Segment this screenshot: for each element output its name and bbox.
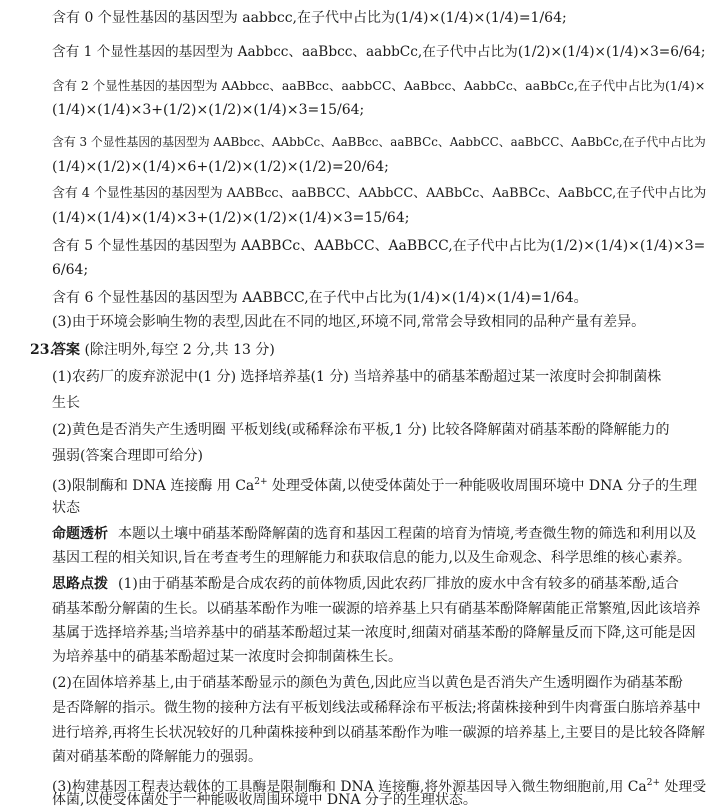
ca-charge: 2+: [254, 477, 268, 487]
hint-line-4: 为培养基中的硝基苯酚超过某一浓度时会抑制菌株生长。: [52, 649, 402, 665]
hint-3-line-2: 体菌,以使受体菌处于一种能吸收周围环境中 DNA 分子的生理状态。: [52, 792, 477, 808]
answer-3-post: 处理受体菌,以使受体菌处于一种能吸收周围环境中 DNA 分子的生理: [267, 478, 697, 494]
hint-2-line-3: 进行培养,再将生长状况较好的几种菌株接种到以硝基苯酚作为唯一碳源的培养基上,主要目的是比较各降解: [52, 725, 705, 741]
environment-note: (3)由于环境会影响生物的表型,因此在不同的地区,环境不同,常常会导致相同的品种产量有差异。: [52, 314, 646, 330]
analysis-label: 命题透析: [52, 526, 108, 542]
hint-line-2: 硝基苯酚分解菌的生长。以硝基苯酚作为唯一碳源的培养基上只有硝基苯酚降解菌能正常繁殖,因此该培养: [52, 601, 701, 617]
genotype-line-2-cont: (1/4)×(1/4)×3+(1/2)×(1/2)×(1/4)×3=15/64;: [52, 102, 365, 118]
hint-ca-charge: 2+: [646, 778, 660, 788]
hint-line-3: 基属于选择培养基;当培养基中的硝基苯酚超过某一浓度时,细菌对硝基苯酚的降解量反而下降,这可能是因: [52, 625, 696, 641]
genotype-line-4-cont: (1/4)×(1/4)×(1/4)×3+(1/2)×(1/2)×(1/4)×3=15/64;: [52, 210, 410, 226]
genotype-line-4: 含有 4 个显性基因的基因型为 AABBcc、aaBBCC、AAbbCC、AABbCc、AaBBCc、AaBbCC,在子代中占比为: [52, 186, 707, 201]
answer-note: (除注明外,每空 2 分,共 13 分): [84, 342, 275, 358]
hint-2-line-1: (2)在固体培养基上,由于硝基苯酚显示的颜色为黄色,因此应当以黄色是否消失产生透明圈作为硝基苯酚: [52, 675, 683, 691]
genotype-line-2: 含有 2 个显性基因的基因型为 AAbbcc、aaBBcc、aabbCC、AaBbcc、AabbCc、aaBbCc,在子代中占比为(1/4)×: [52, 78, 706, 93]
genotype-line-0: 含有 0 个显性基因的基因型为 aabbcc,在子代中占比为(1/4)×(1/4)×(1/4)=1/64;: [52, 10, 567, 26]
genotype-line-3-cont: (1/4)×(1/2)×(1/4)×6+(1/2)×(1/2)×(1/2)=20/64;: [52, 159, 389, 175]
answer-3-pre: (3)限制酶和 DNA 连接酶 用 Ca: [52, 478, 255, 494]
hint-3-pre: (3)构建基因工程表达载体的工具酶是限制酶和 DNA 连接酶,将外源基因导入微生物细胞前,用 Ca: [52, 779, 647, 795]
hint-2-line-4: 菌对硝基苯酚的降解能力的强弱。: [52, 749, 262, 765]
analysis-line-1: [52, 524, 706, 544]
answer-3-line-1: [52, 472, 706, 492]
answer-heading: [52, 340, 706, 360]
hint-line-1: [52, 574, 706, 594]
answer-2-line-1: (2)黄色是否消失产生透明圈 平板划线(或稀释涂布平板,1 分) 比较各降解菌对硝基苯酚的降解能力的: [52, 422, 670, 438]
analysis-text-1: 本题以土壤中硝基苯酚降解菌的选育和基因工程菌的培育为情境,考查微生物的筛选和利用以及: [118, 526, 697, 542]
question-number: 23.: [30, 342, 55, 358]
genotype-line-5: 含有 5 个显性基因的基因型为 AABBCc、AABbCC、AaBBCC,在子代中占比为(1/2)×(1/4)×(1/4)×3=: [52, 238, 706, 254]
hint-3-post: 处理受: [660, 779, 707, 795]
answer-2-line-2: 强弱(答案合理即可给分): [52, 448, 203, 464]
hint-text-1: (1)由于硝基苯酚是合成农药的前体物质,因此农药厂排放的废水中含有较多的硝基苯酚,适合: [118, 576, 679, 592]
answer-label: 答案: [52, 342, 80, 358]
analysis-line-2: 基因工程的相关知识,旨在考查考生的理解能力和获取信息的能力,以及生命观念、科学思维的核心素养。: [52, 550, 691, 566]
hint-2-line-2: 是否降解的指示。微生物的接种方法有平板划线法或稀释涂布平板法;将菌株接种到牛肉膏蛋白胨培养基中: [52, 700, 701, 716]
genotype-line-1: 含有 1 个显性基因的基因型为 Aabbcc、aaBbcc、aabbCc,在子代中占比为(1/2)×(1/4)×(1/4)×3=6/64;: [52, 44, 706, 60]
answer-1-line-2: 生长: [52, 395, 80, 411]
genotype-line-5-cont: 6/64;: [52, 262, 89, 278]
answer-1-line-1: (1)农药厂的废弃淤泥中(1 分) 选择培养基(1 分) 当培养基中的硝基苯酚超过某一浓度时会抑制菌株: [52, 369, 662, 385]
hint-label: 思路点拨: [52, 576, 108, 592]
genotype-line-3: 含有 3 个显性基因的基因型为 AABbcc、AAbbCc、AaBBcc、aaBBCc、AabbCC、aaBbCC、AaBbCc,在子代中占比为: [52, 135, 706, 149]
genotype-line-6: 含有 6 个显性基因的基因型为 AABBCC,在子代中占比为(1/4)×(1/4)×(1/4)=1/64。: [52, 290, 588, 306]
answer-3-line-2: 状态: [52, 500, 80, 516]
